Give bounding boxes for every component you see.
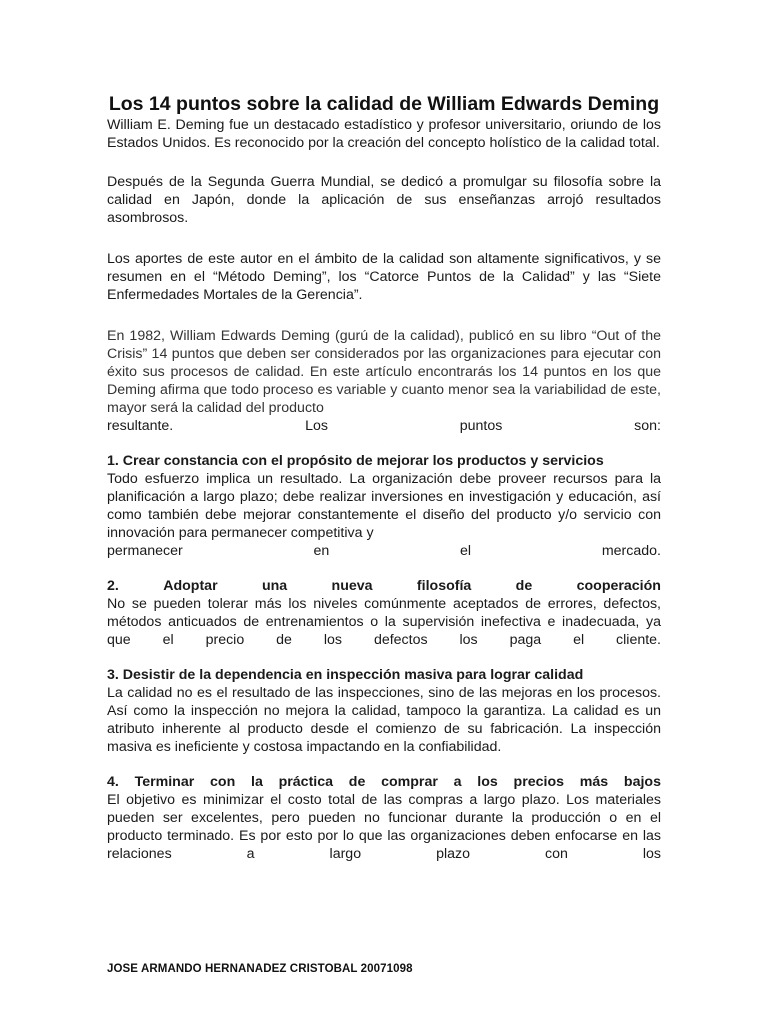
point-2-heading-word: filosofía [416,578,472,594]
point-2-heading-word: Adoptar [163,578,218,594]
point-heading-1: 1. Crear constancia con el propósito de mejorar los productos y servicios [107,453,604,469]
intro-paragraph-4-last-line [107,417,661,435]
point-1-last-word: en [313,543,330,559]
document-page [107,92,661,863]
point-heading-4: 4. Terminar con la práctica de comprar a los precios más bajos [107,774,661,790]
point-body-3: La calidad no es el resultado de las inspecciones, sino de las mejoras en los procesos. Así como la inspección no mejora la calidad, tampoco la garantiza. La calidad es un atributo inherente al producto desde el comienzo de su fabricación. La inspección masiva es ineficiente y costosa impactando en la confiabilidad. [107,685,661,755]
point-body-2: No se pueden tolerar más los niveles comúnmente aceptados de errores, defectos, métodos anticuados de entrenamientos o la supervisión inefectiva e inadecuada, ya que el precio de los defectos los paga el cliente. [107,596,661,648]
point-heading-3: 3. Desistir de la dependencia en inspección masiva para lograr calidad [107,667,584,683]
intro-last-word: resultante. [107,418,174,434]
point-2-heading-word: una [261,578,288,594]
point-1-last-word: permanecer [107,543,183,559]
point-2-heading-word: de [515,578,533,594]
intro-paragraph-4-block [107,327,661,435]
intro-last-word: Los [305,418,328,434]
point-2-heading-word: cooperación [576,578,661,594]
intro-paragraph-4: En 1982, William Edwards Deming (gurú de la calidad), publicó en su libro “Out of the Crisis” 14 puntos que deben ser considerados por las organizaciones para ejecutar con éxito sus procesos de calidad. En este artículo encontrarás los 14 puntos en los que Deming afirma que todo proceso es variable y cuanto menor sea la variabilidad de este, mayor será la calidad del producto [107,328,661,416]
point-section-4 [107,773,661,863]
point-section-2 [107,577,661,649]
document-title: Los 14 puntos sobre la calidad de William Edwards Deming [108,93,660,115]
point-heading-2 [107,577,661,595]
point-1-last-word: el [460,543,472,559]
point-body-1-last-line [107,542,661,560]
point-body-4: El objetivo es minimizar el costo total de las compras a largo plazo. Los materiales pueden ser excelentes, pero pueden no funcionar durante la producción o en el producto terminado. Es por esto por lo que las organizaciones deben enfocarse en las relaciones a largo plazo con los [107,792,661,862]
intro-last-word: puntos [459,418,503,434]
point-2-heading-word: 2. [107,578,119,594]
intro-last-word: son: [634,418,661,434]
intro-paragraph-3: Los aportes de este autor en el ámbito de la calidad son altamente significativos, y se resumen en el “Método Deming”, los “Catorce Puntos de la Calidad” y las “Siete Enfermedades Mortales de la Gerencia”. [107,251,661,303]
point-section-3 [107,666,661,756]
footer-author-line: JOSE ARMANDO HERNANADEZ CRISTOBAL 20071098 [107,963,413,975]
point-body-1: Todo esfuerzo implica un resultado. La organización debe proveer recursos para la planificación a largo plazo; debe realizar inversiones en investigación y educación, así como también debe mejorar constantemente el diseño del producto y/o servicio con innovación para permanecer competitiva y [107,471,661,541]
intro-paragraph-2: Después de la Segunda Guerra Mundial, se dedicó a promulgar su filosofía sobre la calidad en Japón, donde la aplicación de sus enseñanzas arrojó resultados asombrosos. [107,174,661,226]
point-2-heading-word: nueva [331,578,373,594]
point-section-1 [107,452,661,560]
intro-paragraph-1: William E. Deming fue un destacado estadístico y profesor universitario, oriundo de los Estados Unidos. Es reconocido por la creación del concepto holístico de la calidad total. [107,117,661,151]
point-1-last-word: mercado. [601,543,661,559]
